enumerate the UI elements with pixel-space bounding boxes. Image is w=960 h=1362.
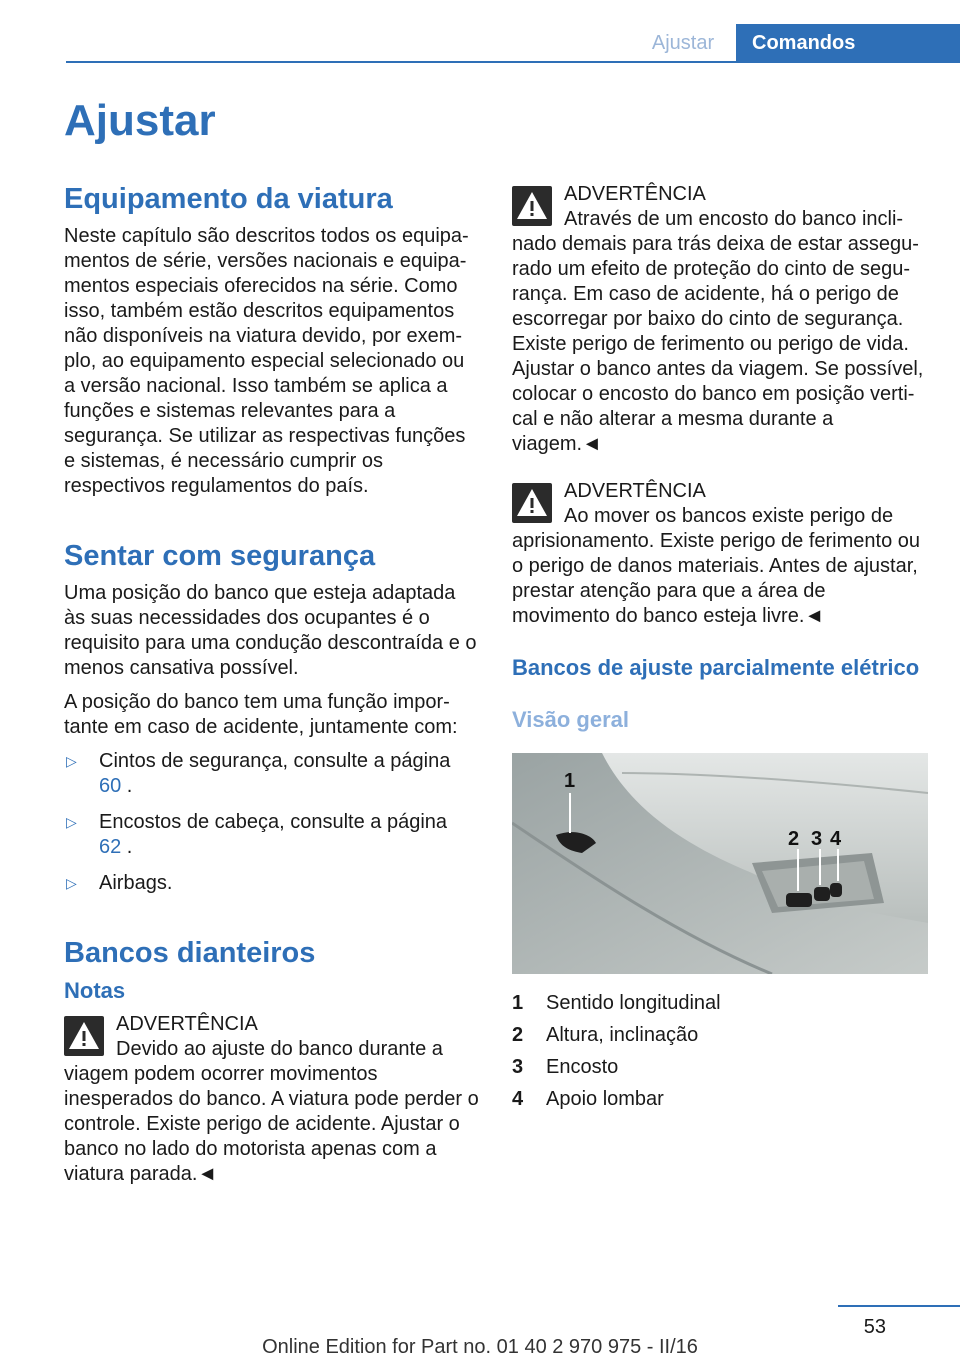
notes-heading: Notas xyxy=(64,978,126,1003)
warning-title: ADVERTÊNCIA xyxy=(564,183,706,205)
equipment-text: Neste capítulo são descritos todos os equipamentos de série, versões nacionais e equipamentos especiais oferecidos na série. Como isso, também estão descritos equipamentos não disponíveis na viatura devido, por exemplo, ao equipamento especial selecionado ou a versão nacional. Isso também se aplica a funções e sistemas relevantes para a segurança. Se utilizar as respectivas funções e sistemas, é necessário cumprir os respectivos regulamentos do país. xyxy=(64,225,469,497)
header-tab-section[interactable]: Ajustar xyxy=(651,32,715,54)
safe-seating-heading: Sentar com segurança xyxy=(64,540,376,572)
page-number: 53 xyxy=(863,1316,886,1338)
page-title: Ajustar xyxy=(64,96,216,145)
front-seats-heading: Bancos dianteiros xyxy=(64,937,316,969)
equipment-heading: Equipamento da viatura xyxy=(64,183,393,215)
list-item xyxy=(64,749,480,799)
header-rule xyxy=(66,61,960,63)
triangle-right-icon: ▷ xyxy=(66,875,77,891)
legend-number: 3 xyxy=(512,1056,524,1078)
edition-footer: Online Edition for Part no. 01 40 2 970 975 - II/16 xyxy=(262,1336,698,1358)
legend-label: Apoio lombar xyxy=(546,1088,664,1110)
footer-rule xyxy=(838,1305,960,1307)
bullet-text: Encostos de cabeça, consulte a página xyxy=(99,811,448,833)
overview-heading: Visão geral xyxy=(512,707,629,732)
legend-number: 2 xyxy=(512,1024,524,1046)
legend-label: Encosto xyxy=(546,1056,619,1078)
warning-title: ADVERTÊNCIA xyxy=(116,1013,258,1035)
safe-seating-text-2: A posição do banco tem uma função importante em caso de acidente, juntamente com: xyxy=(64,691,458,738)
header-tab-chapter[interactable]: Comandos xyxy=(736,24,960,62)
bullet-text: Airbags. xyxy=(99,872,173,894)
warning-block xyxy=(512,479,928,629)
legend-number: 4 xyxy=(512,1088,524,1110)
list-item xyxy=(512,1055,928,1080)
triangle-right-icon: ▷ xyxy=(66,814,77,830)
warning-triangle-icon xyxy=(512,483,552,523)
page-link-62[interactable]: 62 xyxy=(99,836,122,858)
partial-electric-heading: Bancos de ajuste parcialmente elétrico xyxy=(512,655,920,680)
figure-label-4: 4 xyxy=(830,828,842,850)
legend-label: Sentido longitudinal xyxy=(546,992,721,1014)
legend-label: Altura, inclinação xyxy=(546,1024,699,1046)
page-link-60[interactable]: 60 xyxy=(99,775,122,797)
safety-bullet-list xyxy=(64,749,480,896)
figure-label-3: 3 xyxy=(811,828,823,850)
seat-controls-illustration xyxy=(512,753,928,974)
list-item xyxy=(512,1023,928,1048)
warning-text: Devido ao ajuste do banco durante a viagem podem ocorrer movimentos inesperados do banco. A viatura pode perder o controle. Existe perigo de acidente. Ajustar o banco no lado do motorista apenas com a viatura parada.◄ xyxy=(64,1038,479,1185)
warning-triangle-icon xyxy=(64,1016,104,1056)
safe-seating-text-1: Uma posição do banco que esteja adaptada às suas necessidades dos ocupantes é o requisito para uma condução descontraída e o menos cansativa possível. xyxy=(64,582,477,679)
warning-text: Ao mover os bancos existe perigo de aprisionamento. Existe perigo de ferimento ou o perigo de danos materiais. Antes de ajustar, prestar atenção para que a área de movimento do banco esteja livre.◄ xyxy=(512,505,921,627)
figure-label-2: 2 xyxy=(788,828,800,850)
figure-label-1: 1 xyxy=(564,770,576,792)
bullet-suffix: . xyxy=(121,836,133,858)
warning-text: Através de um encosto do banco inclinado demais para trás deixa de estar assegurado um efeito de proteção do cinto de segurança. Em caso de acidente, há o perigo de escorregar por baixo do cinto de segurança. Existe perigo de ferimento ou perigo de vida. Ajustar o banco antes da viagem. Se possível, colocar o encosto do banco em posição vertical e não alterar a mesma durante a viagem.◄ xyxy=(512,208,924,455)
right-column xyxy=(512,182,928,1119)
list-item xyxy=(512,1087,928,1112)
warning-block xyxy=(64,1012,480,1187)
bullet-text: Cintos de segurança, consulte a página xyxy=(99,750,451,772)
list-item xyxy=(512,991,928,1016)
list-item xyxy=(64,871,480,896)
warning-title: ADVERTÊNCIA xyxy=(564,480,706,502)
warning-block xyxy=(512,182,928,457)
triangle-right-icon: ▷ xyxy=(66,753,77,769)
left-column xyxy=(64,180,480,1197)
list-item xyxy=(64,810,480,860)
figure-legend xyxy=(512,991,928,1112)
warning-triangle-icon xyxy=(512,186,552,226)
legend-number: 1 xyxy=(512,992,524,1014)
bullet-suffix: . xyxy=(121,775,133,797)
